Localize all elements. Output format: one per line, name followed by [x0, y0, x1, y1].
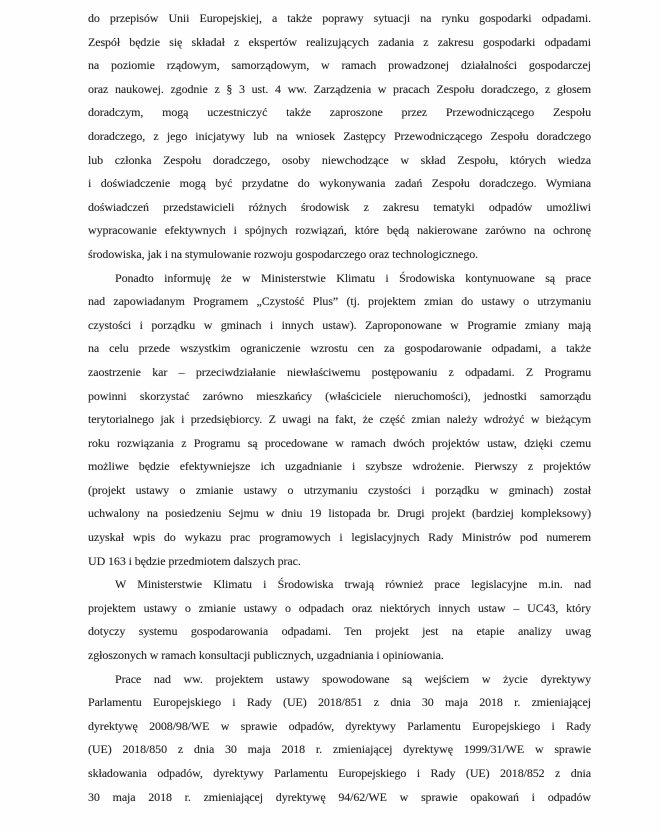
text-line: uchwalony na posiedzeniu Sejmu w dniu 19 listopada br. Drugi projekt (bardziej kompleksowy): [88, 506, 591, 521]
text-line: doradczego, z jego inicjatywy lub na wniosek Zastępcy Przewodniczącego Zespołu doradczego: [88, 128, 591, 143]
text-line: możliwe będzie efektywniejsze ich uzgadnianie i szybsze wdrożenie. Pierwszy z projektów: [88, 459, 591, 474]
text-line: (projekt ustawy o zmianie ustawy o utrzymaniu czystości i porządku w gminach) został: [88, 482, 591, 497]
text-line: doświadczeń przedstawicieli różnych środowisk z zakresu tematyki odpadów umożliwi: [88, 199, 591, 214]
text-line: Ponadto informuję że w Ministerstwie Klimatu i Środowiska kontynuowane są prace: [115, 270, 591, 285]
text-line: składowania odpadów, dyrektywy Parlamentu Europejskiego i Rady (UE) 2018/852 z dnia: [88, 766, 591, 780]
text-line: doradczym, mogą uczestniczyć także zaproszone przez Przewodniczącego Zespołu: [88, 105, 591, 120]
text-line: Zespół będzie się składał z ekspertów realizujących zadania z zakresu gospodarki odpadami: [88, 34, 591, 49]
text-line: na poziomie rządowym, samorządowym, w ramach prowadzonej działalności gospodarczej: [88, 58, 591, 73]
paragraph: [88, 7, 591, 267]
paragraph: [88, 668, 591, 810]
text-line: środowiska, jak i na stymulowanie rozwoju gospodarczego oraz technologicznego.: [88, 246, 479, 261]
text-line: powinni skorzystać zarówno mieszkańcy (właściciele nieruchomości), jednostki samorządu: [88, 388, 591, 403]
text-line: i doświadczenie mogą być przydatne do wykonywania zadań Zespołu doradczego. Wymiana: [88, 176, 591, 191]
text-line: zgłoszonych w ramach konsultacji publicznych, uzgadniania i opiniowania.: [88, 648, 444, 663]
text-line: (UE) 2018/850 z dnia 30 maja 2018 r. zmieniającej dyrektywę 1999/31/WE w sprawie: [88, 742, 591, 757]
text-line: terytorialnego jak i przedsiębiorcy. Z uwagi na fakt, że część zmian należy wdrożyć w bieżącym: [88, 412, 591, 427]
paragraph: [88, 267, 591, 574]
text-line: W Ministerstwie Klimatu i Środowiska trwają również prace legislacyjne m.in. nad: [115, 577, 591, 592]
text-line: UD 163 i będzie przedmiotem dalszych prac.: [88, 553, 301, 568]
text-line: uzyskał wpis do wykazu prac programowych i legislacyjnych Rady Ministrów pod numerem: [88, 530, 591, 545]
text-line: do przepisów Unii Europejskiej, a także poprawy sytuacji na rynku gospodarki odpadami.: [88, 11, 591, 25]
text-line: 30 maja 2018 r. zmieniającej dyrektywę 94/62/WE w sprawie opakowań i odpadów: [88, 789, 591, 804]
text-line: Prace nad ww. projektem ustawy spowodowane są wejściem w życie dyrektywy: [115, 671, 591, 686]
text-line: Parlamentu Europejskiego i Rady (UE) 2018/851 z dnia 30 maja 2018 r. zmieniającej: [88, 695, 591, 710]
text-line: zaostrzenie kar – przeciwdziałanie niewłaściwemu postępowaniu z odpadami. Z Programu: [88, 364, 591, 379]
text-line: dyrektywę 2008/98/WE w sprawie odpadów, dyrektywy Parlamentu Europejskiego i Rady: [88, 718, 591, 733]
text-line: nad zapowiadanym Programem „Czystość Plus” (tj. projektem zmian do ustawy o utrzymaniu: [88, 294, 591, 309]
text-line: dotyczy systemu gospodarowania odpadami. Ten projekt jest na etapie analizy uwag: [88, 624, 591, 639]
text-line: roku rozwiązania z Programu są procedowane w ramach dwóch projektów ustaw, dzięki czemu: [88, 435, 591, 450]
text-line: oraz naukowej. zgodnie z § 3 ust. 4 ww. Zarządzenia w pracach Zespołu doradczego, z głosem: [88, 81, 591, 96]
text-line: lub członka Zespołu doradczego, osoby niewchodzące w skład Zespołu, których wiedza: [88, 152, 591, 167]
text-line: wypracowanie efektywnych i spójnych rozwiązań, które będą nakierowane zarówno na ochronę: [88, 223, 591, 238]
paragraph: [88, 573, 591, 667]
text-line: projektem ustawy o zmianie ustawy o odpadach oraz niektórych innych ustaw – UC43, który: [88, 600, 591, 615]
text-line: na celu przede wszystkim ograniczenie wzrostu cen za gospodarowanie odpadami, a także: [88, 341, 591, 356]
text-line: czystości i porządku w gminach i innych ustaw). Zaproponowane w Programie zmiany mają: [88, 317, 591, 332]
